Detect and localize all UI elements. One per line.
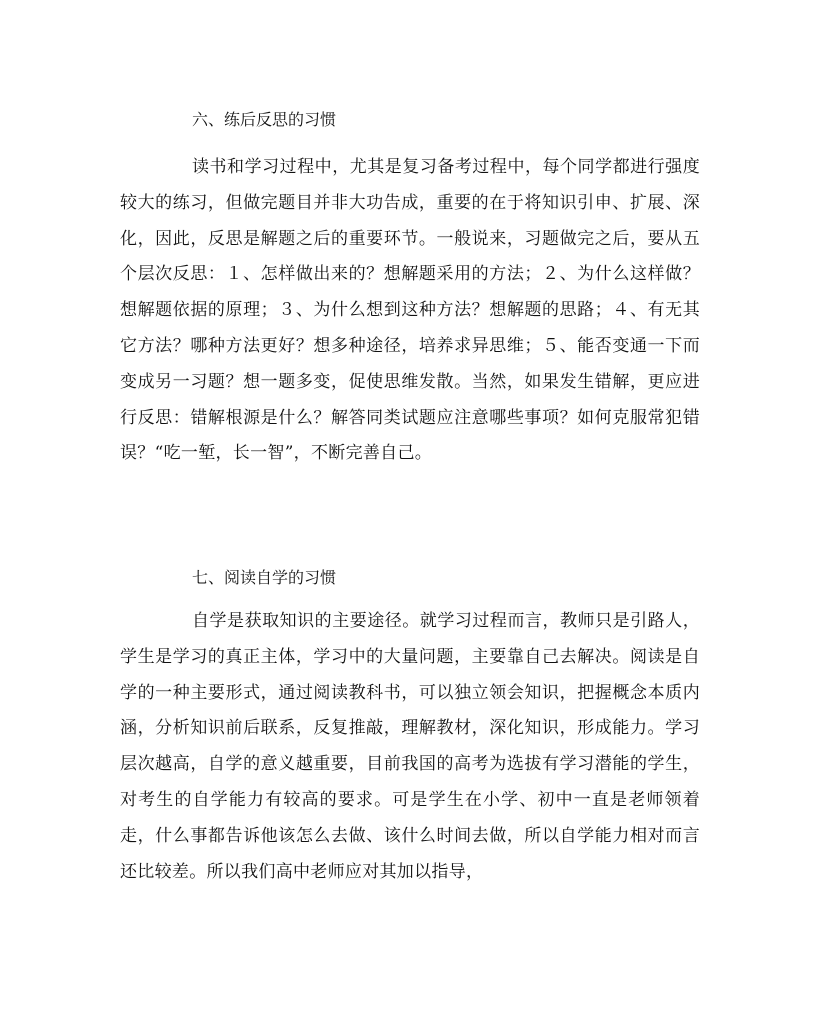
section-body-7: [120, 604, 700, 890]
paragraph-self-study-habit: 自学是获取知识的主要途径。就学习过程而言，教师只是引路人，学生是学习的真正主体，学习中的大量问题，主要靠自己去解决。阅读是自学的一种主要形式，通过阅读教科书，可以独立领会知识，把握概念本质内涵，分析知识前后联系，反复推敲，理解教材，深化知识，形成能力。学习层次越高，自学的意义越重要，目前我国的高考为选拔有学习潜能的学生，对考生的自学能力有较高的要求。可是学生在小学、初中一直是老师领着走，什么事都告诉他该怎么去做、该什么时间去做，所以自学能力相对而言还比较差。所以我们高中老师应对其加以指导，: [120, 611, 700, 882]
heading-self-study-habit: 七、阅读自学的习惯: [192, 568, 337, 587]
section-body-6: [120, 150, 700, 472]
section-heading-6: [120, 108, 700, 132]
paragraph-reflection-habit: 读书和学习过程中，尤其是复习备考过程中，每个同学都进行强度较大的练习，但做完题目并非大功告成，重要的在于将知识引申、扩展、深化，因此，反思是解题之后的重要环节。一般说来，习题做完之后，要从五个层次反思：１、怎样做出来的？想解题采用的方法；２、为什么这样做？想解题依据的原理；３、为什么想到这种方法？想解题的思路；４、有无其它方法？哪种方法更好？想多种途径，培养求异思维；５、能否变通一下而变成另一习题？想一题多变，促使思维发散。当然，如果发生错解，更应进行反思：错解根源是什么？解答同类试题应注意哪些事项？如何克服常犯错误？“吃一堑，长一智”，不断完善自己。: [120, 157, 700, 464]
heading-reflection-habit: 六、练后反思的习惯: [192, 110, 337, 129]
section-heading-7: [120, 566, 700, 590]
